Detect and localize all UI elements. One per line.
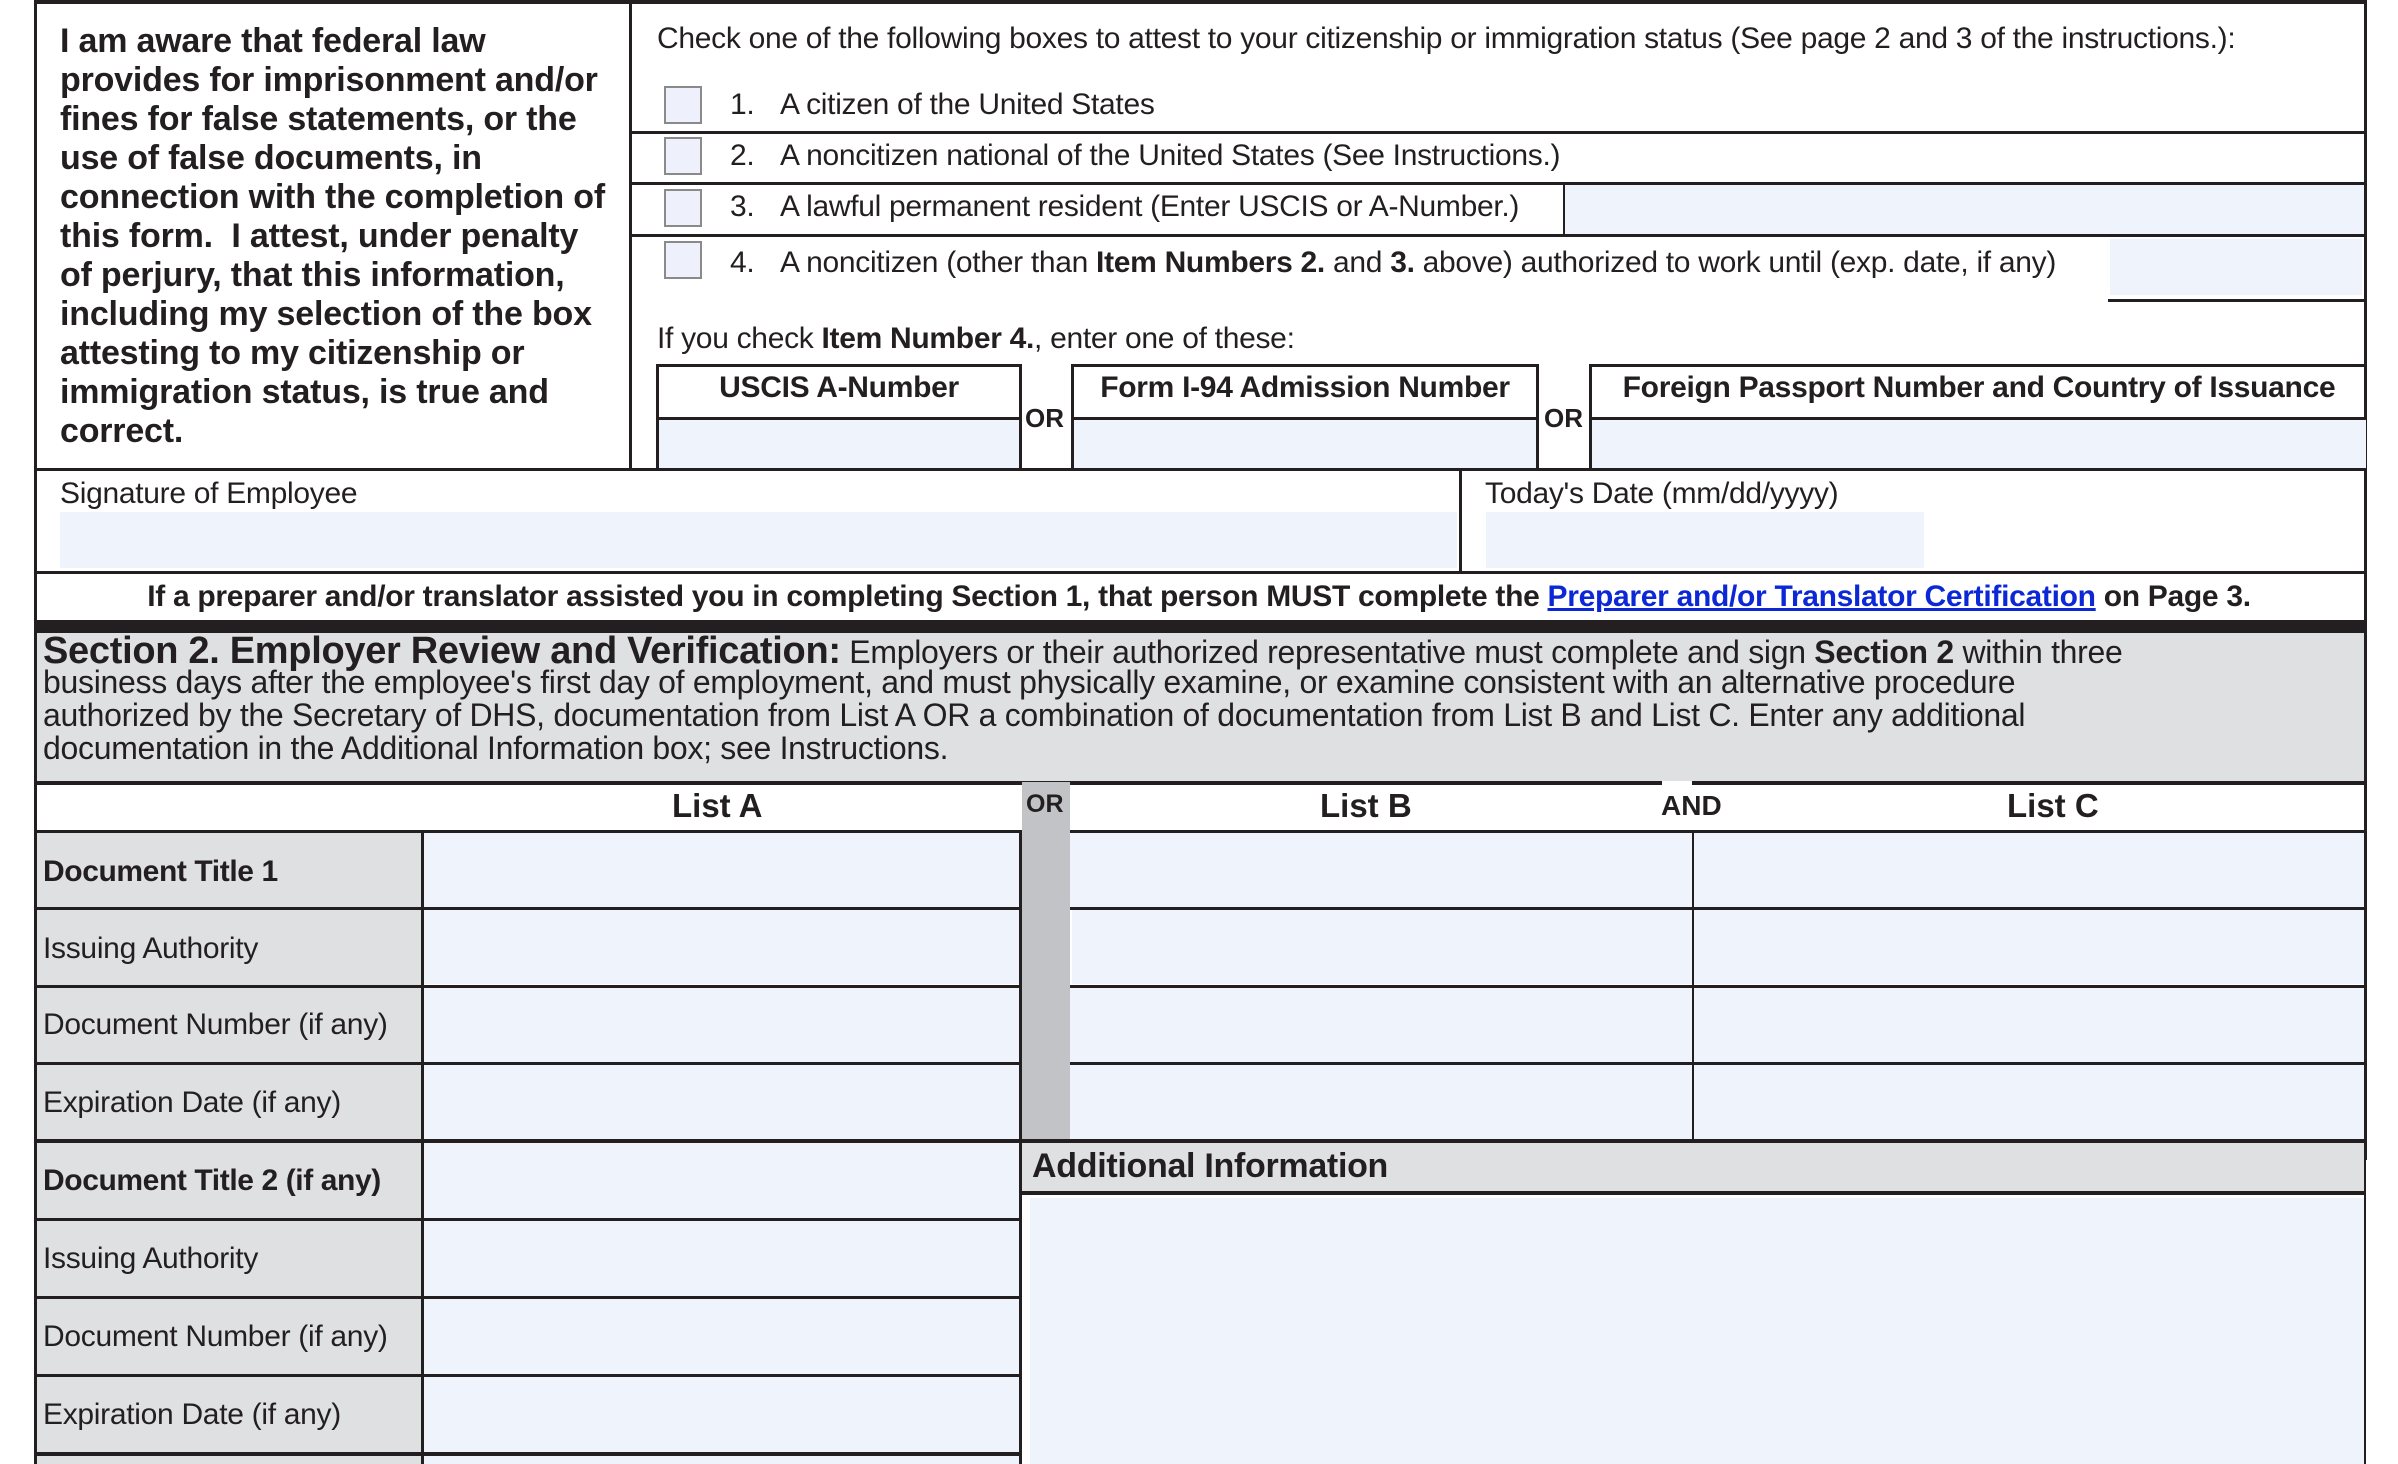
section2-text: Employers or their authorized representative must complete and sign [840, 634, 1815, 670]
attestation-line: attesting to my citizenship or [60, 334, 525, 372]
doc2-document-number-label: Document Number (if any) [43, 1320, 388, 1353]
uscis-a-number-id-input[interactable] [659, 420, 1019, 470]
list-c-document-number-input[interactable] [1694, 988, 2364, 1062]
row-divider [34, 781, 2366, 785]
attestation-line: correct. [60, 412, 184, 450]
status-option-number: 3. [730, 190, 755, 223]
todays-date-label: Today's Date (mm/dd/yyyy) [1485, 477, 1839, 510]
list-c-expiration-date-input[interactable] [1694, 1065, 2364, 1139]
preparer-certification-link[interactable]: Preparer and/or Translator Certification [1547, 580, 2096, 613]
top-border [34, 0, 2366, 4]
item4-prompt [657, 322, 1295, 356]
notice-text: on Page 3. [2095, 580, 2251, 613]
or-column [1022, 782, 1070, 1142]
status-checkbox-2[interactable] [664, 137, 702, 175]
list-c-issuing-authority-input[interactable] [1694, 910, 2364, 984]
list-a-issuing-authority-input[interactable] [424, 910, 1022, 984]
section2-text: business days after the employee's first day of employment, and must physically examine, or examine consistent with an alternative procedure [43, 664, 2016, 700]
field-label: Form I-94 Admission Number [1100, 371, 1510, 404]
list-c-doc-title-input[interactable] [1694, 833, 2364, 907]
column-divider [1019, 1143, 1022, 1464]
attestation-line: including my selection of the box [60, 295, 592, 333]
column-divider [1459, 470, 1462, 572]
section2-text: authorized by the Secretary of DHS, documentation from List A OR a combination of documentation from List B and List C. Enter any additional [43, 697, 2026, 733]
or-label: OR [1544, 403, 1583, 433]
status-instruction: Check one of the following boxes to attest to your citizenship or immigration status (See page 2 and 3 of the instructions.): [657, 22, 2236, 55]
employee-signature-input[interactable] [60, 512, 1457, 568]
doc3-label-column [37, 1456, 421, 1464]
label-text: above) authorized to work until (exp. date, if any) [1414, 246, 2057, 279]
section2-bold: Section 2 [1814, 634, 1954, 670]
row-divider [631, 131, 2366, 134]
status-option-label: A citizen of the United States [780, 88, 1155, 121]
form-right-border [2364, 1143, 2366, 1464]
employee-signature-label: Signature of Employee [60, 477, 358, 510]
attestation-line: connection with the completion of [60, 178, 605, 216]
section2-text: documentation in the Additional Information box; see Instructions. [43, 730, 949, 766]
row-divider [1019, 1191, 2366, 1195]
list-bc-divider [1692, 830, 1694, 1140]
list-a-document-number-input[interactable] [424, 988, 1022, 1062]
list-b-header: List B [1320, 787, 1412, 824]
status-checkbox-4[interactable] [664, 241, 702, 279]
attestation-line: I am aware that federal law [60, 22, 486, 60]
preparer-notice [0, 580, 2398, 614]
list-a-doc1-title-input[interactable] [424, 833, 1022, 907]
label-text: and [1324, 246, 1391, 279]
row-divider [34, 571, 2366, 574]
doc1-title-label: Document Title 1 [43, 855, 278, 888]
status-checkbox-3[interactable] [664, 189, 702, 227]
i94-admission-number-field [1071, 364, 1539, 470]
doc1-issuing-authority-label: Issuing Authority [43, 932, 259, 965]
prompt-text: If you check [657, 322, 822, 355]
foreign-passport-field [1589, 364, 2366, 470]
additional-info-label: Additional Information [1032, 1147, 1389, 1185]
list-a-doc2-title-input[interactable] [424, 1143, 1019, 1218]
doc1-expiration-date-label: Expiration Date (if any) [43, 1086, 341, 1119]
doc2-title-label: Document Title 2 (if any) [43, 1164, 381, 1197]
section2-title: Section 2. Employer Review and Verification: [43, 630, 841, 672]
attestation-line: of perjury, that this information, [60, 256, 565, 294]
doc1-document-number-label: Document Number (if any) [43, 1008, 388, 1041]
prompt-bold: Item Number 4. [821, 322, 1035, 355]
list-b-doc-title-input[interactable] [1070, 833, 1692, 907]
and-label: AND [1661, 790, 1722, 821]
section2-text: within three [1953, 634, 2123, 670]
list-a-header: List A [672, 787, 763, 824]
list-b-expiration-date-input[interactable] [1070, 1065, 1692, 1139]
status-option-number: 1. [730, 88, 755, 121]
attestation-line: immigration status, is true and [60, 373, 549, 411]
status-option-label: A noncitizen national of the United States (See Instructions.) [780, 139, 1561, 172]
list-a-doc2-expiration-date-input[interactable] [424, 1377, 1019, 1452]
attestation-line: provides for imprisonment and/or [60, 61, 598, 99]
row-divider [34, 468, 2366, 471]
uscis-a-number-input[interactable] [1565, 185, 2364, 234]
prompt-text: , enter one of these: [1034, 322, 1295, 355]
doc2-issuing-authority-label: Issuing Authority [43, 1242, 259, 1275]
work-authorization-expiration-input[interactable] [2110, 239, 2362, 295]
label-text: A noncitizen (other than [780, 246, 1097, 279]
notice-text: If a preparer and/or translator assisted you in completing Section 1, that person MUST complete the [147, 580, 1548, 613]
attestation-line: use of false documents, in [60, 139, 482, 177]
attestation-line: this form. I attest, under penalty [60, 217, 579, 255]
field-label: USCIS A-Number [719, 371, 959, 404]
and-gap [1662, 781, 1692, 785]
status-option-number: 4. [730, 246, 755, 279]
attestation-text [60, 22, 628, 451]
list-a-doc2-issuing-authority-input[interactable] [424, 1221, 1019, 1296]
todays-date-input[interactable] [1486, 512, 1924, 568]
or-column-label: OR [1026, 790, 1064, 818]
uscis-a-number-field [656, 364, 1022, 470]
status-checkbox-1[interactable] [664, 86, 702, 124]
label-bold: Item Numbers 2. [1096, 246, 1325, 279]
or-column-left-border [1019, 830, 1022, 1142]
field-label: Foreign Passport Number and Country of Issuance [1622, 371, 2336, 404]
attestation-line: fines for false statements, or the [60, 100, 577, 138]
list-a-expiration-date-input[interactable] [424, 1065, 1022, 1139]
status-option-label [780, 246, 2056, 280]
row-divider [631, 234, 2366, 237]
or-label: OR [1025, 403, 1064, 433]
list-c-header: List C [2007, 787, 2099, 824]
status-option-number: 2. [730, 139, 755, 172]
field-underline [2108, 299, 2366, 302]
list-b-issuing-authority-input[interactable] [1072, 910, 1692, 984]
i94-admission-number-input[interactable] [1074, 420, 1536, 470]
doc2-expiration-date-label: Expiration Date (if any) [43, 1398, 341, 1431]
additional-info-input[interactable] [1030, 1198, 2364, 1464]
status-option-label: A lawful permanent resident (Enter USCIS or A-Number.) [780, 190, 1520, 223]
list-a-doc2-document-number-input[interactable] [424, 1299, 1019, 1374]
list-b-document-number-input[interactable] [1070, 988, 1692, 1062]
section2-intro [43, 630, 2361, 766]
label-bold: 3. [1390, 246, 1415, 279]
foreign-passport-input[interactable] [1592, 420, 2366, 470]
list-a-doc3-input[interactable] [424, 1456, 1019, 1464]
